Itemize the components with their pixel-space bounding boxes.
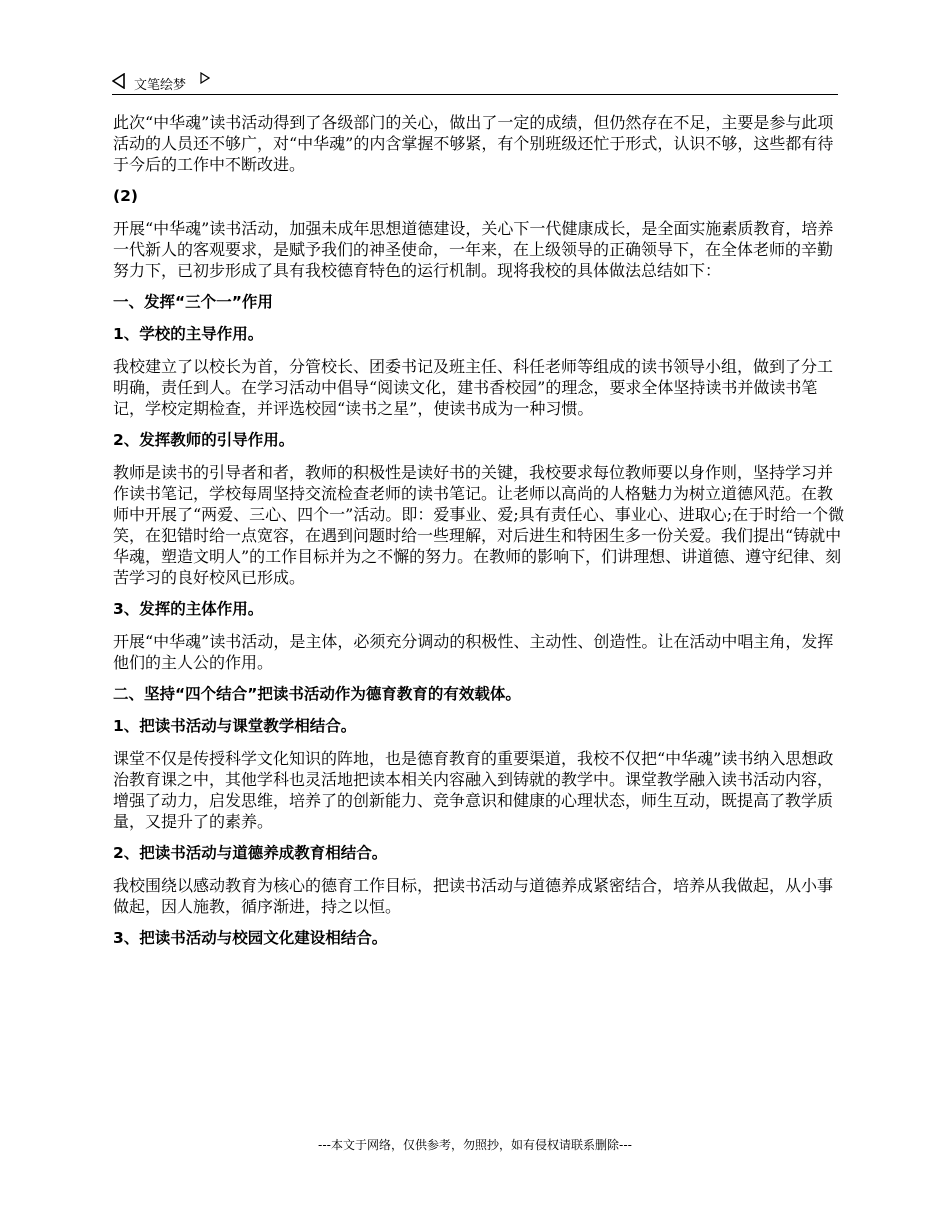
classroom-paragraph: 课堂不仅是传授科学文化知识的阵地，也是德育教育的重要渠道，我校不仅把“中华魂”读书纳入思想政治教育课之中，其他学科也灵活地把读本相关内容融入到铸就的教学中。课堂教学融入读书活动内容，增强了动力，启发思维，培养了的创新能力、竞争意识和健康的心理状态，师生互动，既提高了教学质量，又提升了的素养。: [113, 749, 834, 831]
page-footer: ---本文于网络，仅供参考，勿照抄，如有侵权请联系删除---: [318, 1138, 632, 1152]
intro-paragraph: 此次“中华魂”读书活动得到了各级部门的关心，做出了一定的成绩，但仍然存在不足，主要是参与此项活动的人员还不够广，对“中华魂”的内含掌握不够紧，有个别班级还忙于形式，认识不够，这些都有待于今后的工作中不断改进。: [113, 113, 834, 174]
subheading-school-role: 1、学校的主导作用。: [113, 325, 264, 343]
page-header: [112, 72, 838, 95]
subheading-subject-role: 3、发挥的主体作用。: [113, 600, 264, 618]
overview-paragraph: 开展“中华魂”读书活动，加强未成年思想道德建设，关心下一代健康成长，是全面实施素质教育，培养一代新人的客观要求，是赋予我们的神圣使命，一年来，在上级领导的正确领导下，在全体老师的辛勤努力下，已初步形成了具有我校德育特色的运行机制。现将我校的具体做法总结如下：: [113, 219, 834, 280]
header-brand: 文笔绘梦: [134, 78, 187, 93]
triangle-left-icon: [112, 73, 126, 93]
school-role-paragraph: 我校建立了以校长为首，分管校长、团委书记及班主任、科任老师等组成的读书领导小组，做到了分工明确，责任到人。在学习活动中倡导“阅读文化，建书香校园”的理念，要求全体坚持读书并做读书笔记，学校定期检查，并评选校园“读书之星”，使读书成为一种习惯。: [113, 357, 834, 418]
heading-three-ones: 一、发挥“三个一”作用: [113, 293, 273, 311]
document-body: [113, 112, 845, 960]
subheading-moral-education: 2、把读书活动与道德养成教育相结合。: [113, 844, 388, 862]
triangle-right-icon: [200, 72, 210, 88]
subheading-teacher-role: 2、发挥教师的引导作用。: [113, 431, 295, 449]
teacher-role-paragraph: 教师是读书的引导者和者，教师的积极性是读好书的关键，我校要求每位教师要以身作则，坚持学习并作读书笔记，学校每周坚持交流检查老师的读书笔记。让老师以高尚的人格魅力为树立道德风范。在教师中开展了“两爱、三心、四个一”活动。即：爱事业、爱;具有责任心、事业心、进取心;在于时给一个微笑，在犯错时给一点宽容，在遇到问题时给一些理解，对后进生和特困生多一份关爱。我们提出“铸就中华魂，塑造文明人”的工作目标并为之不懈的努力。在教师的影响下，们讲理想、讲道德、遵守纪律、刻苦学习的良好校风已形成。: [113, 463, 845, 587]
subheading-classroom: 1、把读书活动与课堂教学相结合。: [113, 717, 357, 735]
heading-four-combinations: 二、坚持“四个结合”把读书活动作为德育教育的有效载体。: [113, 685, 521, 703]
subheading-campus-culture: 3、把读书活动与校园文化建设相结合。: [113, 929, 388, 947]
moral-education-paragraph: 我校围绕以感动教育为核心的德育工作目标，把读书活动与道德养成紧密结合，培养从我做起，从小事做起，因人施教，循序渐进，持之以恒。: [113, 876, 834, 916]
section-number: (2): [113, 187, 138, 205]
subject-role-paragraph: 开展“中华魂”读书活动，是主体，必须充分调动的积极性、主动性、创造性。让在活动中唱主角，发挥他们的主人公的作用。: [113, 632, 834, 672]
